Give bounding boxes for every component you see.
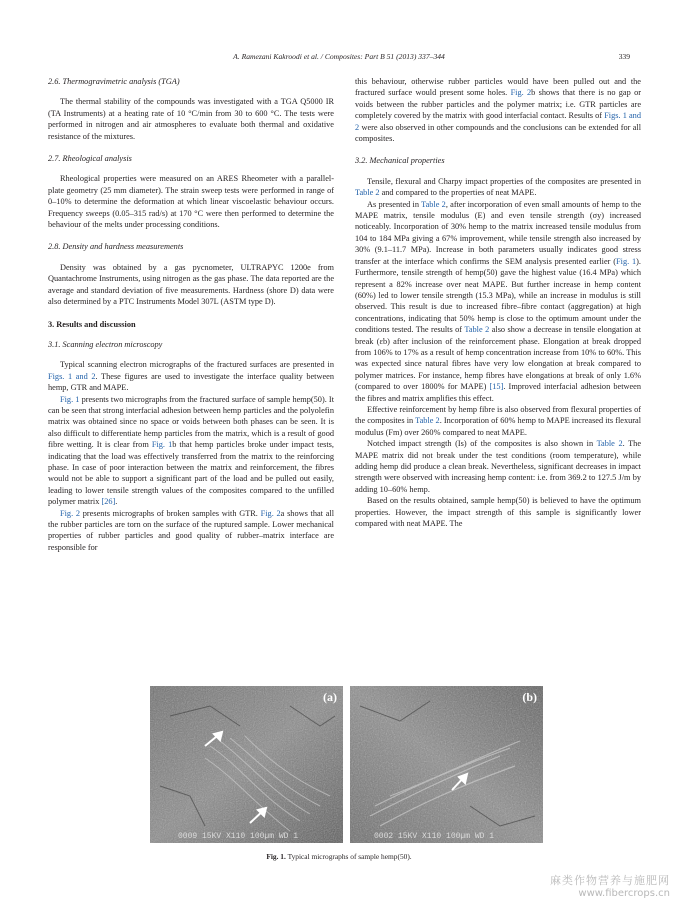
section-3-1-paragraph-3: Fig. 2 presents micrographs of broken samples with GTR. Fig. 2a shows that all the rubber particles are torn on the surface of the ruptured sample. Lower mechanical properties of rubber particles and good quality of rubber–matrix interface are responsible for bbox=[48, 508, 335, 552]
section-3-2-paragraph-4: Notched impact strength (Is) of the composites is also shown in Table 2. The MAPE matrix did not break under the test conditions (room temperature), while adding hemp did produce a clean break. Nevertheless, significant decreases in impact strength were observed with increasing hemp content: i.e. from 369.2 to 127.5 J/m by adding 10–60% hemp. bbox=[355, 439, 642, 494]
table-2-link[interactable]: Table 2 bbox=[355, 188, 380, 198]
section-2-8-title: 2.8. Density and hardness measurements bbox=[48, 242, 184, 252]
section-3-1-paragraph-2: Fig. 1 presents two micrographs from the fractured surface of sample hemp(50). It can be seen that strong interfacial adhesion between hemp particles and the polyolefin matrix was obtained since no space or voids between both phases can be seen. It is also difficult to differentiate hemp particles from the matrix, which is a result of good fibre wetting. It is clear from Fig. 1b that hemp particles broke under impact tests, indicating that the load was effectively transferred from the matrix to the reinforcing phase. In case of poor interaction between the matrix and reinforcement, the fibres would not be able to support a significant part of the load and be pulled out easily, leading to lower tensile strength values of the composites compared to the unfilled polymer matrix [26]. bbox=[48, 394, 334, 507]
caption-label: Fig. 1. bbox=[266, 852, 286, 861]
fig-2-link[interactable]: Fig. 2 bbox=[510, 88, 532, 98]
continued-paragraph: this behaviour, otherwise rubber particles would have been pulled out and the fractured surface would present some holes. Fig. 2b shows that there is no gap or voids between the rubber particles and the polymer matrix; i.e. GTR particles are completely covered by the matrix with good interfacial contact. Results of Figs. 1 and 2 were also observed in other compounds and the conclusions can be extended for all composites. bbox=[355, 77, 641, 144]
section-3-2-paragraph-5: Based on the results obtained, sample hemp(50) is believed to have the optimum properties. However, the impact strength of this sample is significantly lower compared with neat MAPE. The bbox=[355, 496, 641, 529]
figure-caption bbox=[0, 852, 678, 861]
figs-1-2-link[interactable]: Figs. 1 and 2 bbox=[48, 371, 96, 381]
ref-15-link[interactable]: [15] bbox=[489, 382, 504, 392]
svg-text:0009 15KV X110 100µm WD 1: 0009 15KV X110 100µm WD 1 bbox=[178, 832, 299, 841]
figure-1 bbox=[150, 686, 544, 846]
section-3-1-title: 3.1. Scanning electron microscopy bbox=[48, 339, 163, 349]
fig-1-link[interactable]: Fig. 1 bbox=[151, 440, 173, 450]
section-2-6-paragraph: The thermal stability of the compounds was investigated with a TGA Q5000 IR (TA Instruments) at a heating rate of 10 °C/min from 30 to 600 °C. The tests were performed in nitrogen and air atmospheres to evaluate both thermal and oxidative resistance of the mixtures. bbox=[48, 97, 334, 141]
fig-1-link[interactable]: Fig. 1 bbox=[60, 394, 80, 404]
ref-26-link[interactable]: [26] bbox=[101, 497, 116, 507]
section-2-7-paragraph: Rheological properties were measured on an ARES Rheometer with a parallel-plate geometry (25 mm diameter). The strain sweep tests were performed in range of 0–10% to determine the deformation at which linear viscoelastic behaviour occurs. Frequency sweeps (0.05–315 rad/s) at 170 °C were then performed to determine the behaviour of the melts under processing conditions. bbox=[48, 174, 334, 230]
micrograph-b-image bbox=[350, 686, 543, 843]
table-2-link[interactable]: Table 2 bbox=[464, 325, 490, 335]
watermark-url: www.fibercrops.cn bbox=[578, 888, 670, 899]
left-column bbox=[48, 76, 334, 553]
section-3-2-paragraph-1: Tensile, flexural and Charpy impact properties of the composites are presented in Table 2 and compared to the properties of neat MAPE. bbox=[355, 176, 641, 198]
figs-1-2-link[interactable]: Figs. 1 and 2 bbox=[355, 111, 641, 132]
fig-1-link[interactable]: Fig. 1 bbox=[616, 256, 637, 266]
caption-text: Typical micrographs of sample hemp(50). bbox=[287, 852, 412, 861]
section-2-6-title: 2.6. Thermogravimetric analysis (TGA) bbox=[48, 77, 180, 86]
watermark bbox=[550, 872, 670, 899]
table-2-link[interactable]: Table 2 bbox=[596, 439, 623, 449]
fig-2-link[interactable]: Fig. 2 bbox=[260, 508, 281, 518]
right-column bbox=[355, 76, 641, 529]
page-number: 339 bbox=[618, 52, 630, 61]
micrograph-b bbox=[350, 686, 543, 843]
micrograph-a-image bbox=[150, 686, 343, 843]
micrograph-a bbox=[150, 686, 343, 843]
section-3-title: 3. Results and discussion bbox=[48, 319, 136, 329]
section-2-7-title: 2.7. Rheological analysis bbox=[48, 154, 132, 164]
fig-2-link[interactable]: Fig. 2 bbox=[60, 508, 81, 518]
svg-text:0002 15KV X110 100µm WD 1: 0002 15KV X110 100µm WD 1 bbox=[374, 832, 495, 841]
section-3-2-title: 3.2. Mechanical properties bbox=[355, 156, 445, 166]
section-3-1-paragraph-1: Typical scanning electron micrographs of the fractured surfaces are presented in Figs. 1 and 2. These figures are used to investigate the interface quality between hemp, GTR and MAPE. bbox=[48, 360, 334, 393]
panel-b-label: (b) bbox=[522, 690, 537, 704]
table-2-link[interactable]: Table 2 bbox=[421, 199, 446, 209]
running-header bbox=[48, 52, 630, 64]
running-title: A. Ramezani Kakroodi et al. / Composites: Part B 51 (2013) 337–344 bbox=[233, 52, 445, 61]
panel-a-label: (a) bbox=[323, 690, 337, 704]
section-3-2-paragraph-3: Effective reinforcement by hemp fibre is also observed from flexural properties of the composites in Table 2. Incorporation of 60% hemp to MAPE increased its flexural modulus (Fm) over 260% compared to neat MAPE. bbox=[355, 404, 641, 437]
table-2-link[interactable]: Table 2 bbox=[415, 416, 440, 426]
section-3-2-paragraph-2: As presented in Table 2, after incorporation of even small amounts of hemp to the MAPE matrix, tensile modulus (E) and even tensile strength (σy) increased noticeably. Incorporation of 30% hemp to the matrix increased tensile modulus from 104 to 184 MPa giving a 67% improvement, while tensile strength also increased by 30% (9.1–11.7 MPa). Increase in both parameters usually indicates good stress transfer at the interface which confirms the SEM analysis presented earlier (Fig. 1). Furthermore, tensile strength of hemp(50) gave the highest value (16.4 MPa) which represent a 82% increase over neat MAPE. But further increase in hemp content (60%) led to lower tensile strength (15.3 MPa), while an increase in modulus is still observed. This result is due to increased fibre–fibre contact (aggregation) at high concentrations, indicating that 50% hemp is close to the optimum amount under the conditions tested. The results of Table 2 also show a decrease in tensile elongation at break (εb) after inclusion of the reinforcement phase. Elongation at break dropped from 106% to 17% as a result of hemp concentration increase from 10% to 60%. This was expected since natural fibres have very low elongation at break compared to polymer matrices. For instance, hemp fibres have elongations at break of only 1.6% (compared to over 1800% for MAPE) [15]. Improved interfacial adhesion between the fibres and matrix amplifies this effect. bbox=[355, 199, 642, 403]
watermark-site-name: 麻类作物营养与施肥网 bbox=[550, 874, 670, 887]
section-2-8-paragraph: Density was obtained by a gas pycnometer, ULTRAPYC 1200e from Quantachrome Instruments, using nitrogen as the gas phase. The data reported are the average and standard deviation of five measurements. Hardness (shore D) data were also determined by a PTC Instruments Model 307L (ASTM type D). bbox=[48, 262, 334, 307]
